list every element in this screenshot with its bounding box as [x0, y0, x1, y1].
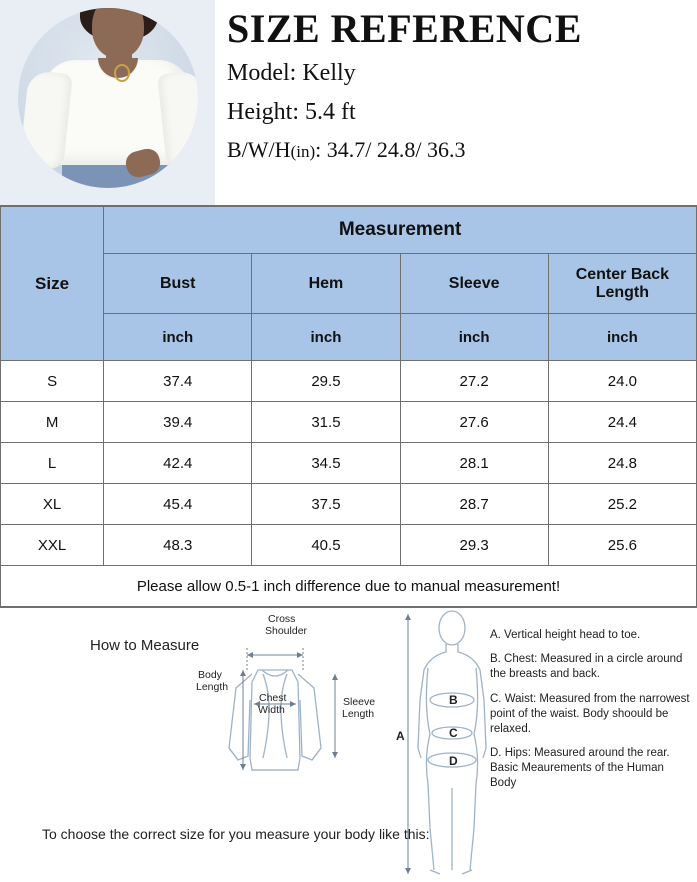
table-row	[1, 402, 697, 443]
label-sleeve-length-line1: Sleeve	[343, 696, 376, 708]
unit-sleeve: inch	[400, 314, 548, 361]
table-row	[1, 443, 697, 484]
model-name-line: Model: Kelly	[227, 60, 356, 86]
table-row	[1, 361, 697, 402]
table-note-row	[1, 566, 697, 607]
cell-size: XL	[1, 484, 104, 525]
header-measurement: Measurement	[104, 207, 697, 254]
page-title: SIZE REFERENCE	[227, 6, 582, 51]
legend-item-d: D. Hips: Measured around the rear. Basic Meaurements of the Human Body	[490, 747, 670, 790]
unit-bust: inch	[104, 314, 252, 361]
label-sleeve-length-line2: Length	[342, 708, 375, 720]
label-chest-width-line1: Chest	[259, 692, 287, 704]
how-to-measure-section	[0, 608, 697, 882]
header-center-back-length: Center Back Length	[548, 254, 696, 314]
header-size: Size	[1, 207, 104, 361]
unit-hem: inch	[252, 314, 400, 361]
cell-hem: 34.5	[252, 443, 400, 484]
cell-size: XXL	[1, 525, 104, 566]
cell-center-back-length: 25.2	[548, 484, 696, 525]
table-header-row-measurement	[1, 207, 697, 254]
cell-center-back-length: 24.0	[548, 361, 696, 402]
model-height-line: Height: 5.4 ft	[227, 98, 356, 125]
body-figure-illustration	[418, 611, 486, 874]
model-photo	[0, 0, 215, 205]
cell-hem: 40.5	[252, 525, 400, 566]
size-reference-info	[215, 0, 697, 169]
legend-item-a: A. Vertical height head to toe.	[490, 629, 641, 641]
marker-d: D	[449, 754, 458, 768]
model-bwh-line	[227, 134, 689, 166]
header-bust: Bust	[104, 254, 252, 314]
cell-size: L	[1, 443, 104, 484]
cell-bust: 39.4	[104, 402, 252, 443]
table-header-row-columns	[1, 254, 697, 314]
label-cross-shoulder-line1: Cross	[268, 613, 296, 625]
header-sleeve: Sleeve	[400, 254, 548, 314]
marker-c: C	[449, 726, 458, 740]
cell-hem: 29.5	[252, 361, 400, 402]
choose-size-text: To choose the correct size for you measure your body like this:	[42, 826, 430, 842]
cell-sleeve: 27.6	[400, 402, 548, 443]
cell-size: M	[1, 402, 104, 443]
cell-sleeve: 28.1	[400, 443, 548, 484]
table-row	[1, 484, 697, 525]
unit-center-back-length: inch	[548, 314, 696, 361]
vertical-height-dimension	[405, 614, 411, 874]
legend-item-b: B. Chest: Measured in a circle around the breasts and back.	[490, 653, 683, 681]
cell-sleeve: 28.7	[400, 484, 548, 525]
table-row	[1, 525, 697, 566]
table-header-row-units	[1, 314, 697, 361]
label-cross-shoulder-line2: Shoulder	[265, 625, 308, 637]
bwh-unit: (in)	[290, 141, 316, 161]
header-section	[0, 0, 697, 205]
bwh-values: : 34.7/ 24.8/ 36.3	[315, 136, 466, 162]
measurement-legend	[490, 628, 690, 801]
cell-bust: 42.4	[104, 443, 252, 484]
cell-center-back-length: 24.4	[548, 402, 696, 443]
cell-center-back-length: 24.8	[548, 443, 696, 484]
label-chest-width-line2: Width	[258, 704, 285, 716]
cell-bust: 37.4	[104, 361, 252, 402]
bwh-prefix: B/W/H	[227, 136, 291, 162]
marker-a: A	[396, 729, 405, 743]
how-to-measure-label: How to Measure	[90, 637, 200, 654]
cell-sleeve: 29.3	[400, 525, 548, 566]
cell-center-back-length: 25.6	[548, 525, 696, 566]
cell-size: S	[1, 361, 104, 402]
sleeve-length-dimension	[332, 674, 338, 758]
cell-bust: 45.4	[104, 484, 252, 525]
cross-shoulder-dimension	[247, 648, 303, 670]
cell-hem: 37.5	[252, 484, 400, 525]
marker-b: B	[449, 693, 458, 707]
size-chart-table-wrapper	[0, 205, 697, 608]
label-body-length-line1: Body	[198, 669, 222, 681]
model-necklace	[114, 64, 130, 82]
cell-sleeve: 27.2	[400, 361, 548, 402]
measurement-note: Please allow 0.5-1 inch difference due to manual measurement!	[1, 566, 697, 607]
photo-circle-frame	[18, 8, 198, 188]
label-body-length-line2: Length	[196, 681, 229, 693]
header-hem: Hem	[252, 254, 400, 314]
cell-hem: 31.5	[252, 402, 400, 443]
size-chart-table	[0, 206, 697, 607]
body-length-dimension	[240, 670, 246, 770]
cell-bust: 48.3	[104, 525, 252, 566]
legend-item-c: C. Waist: Measured from the narrowest point of the waist. Body shoould be relaxed.	[490, 692, 690, 735]
